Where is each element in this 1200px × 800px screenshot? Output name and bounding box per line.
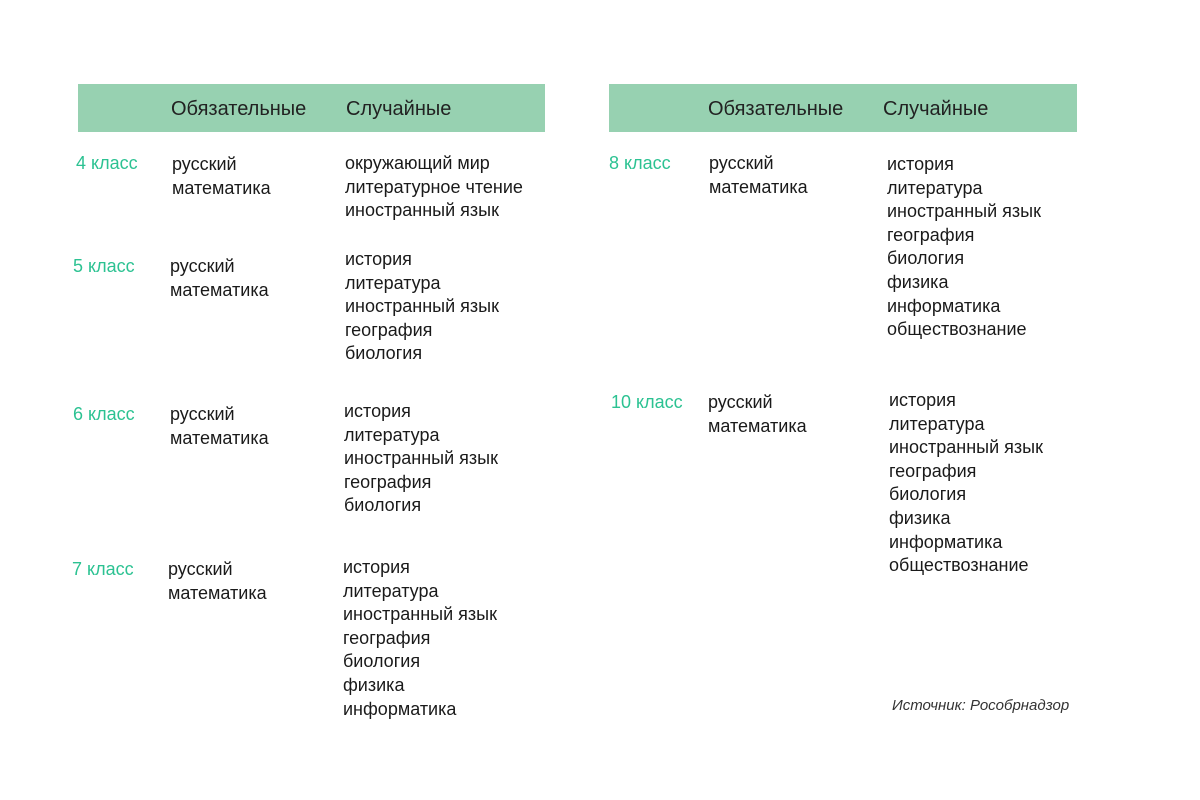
- list-item: история: [343, 557, 410, 577]
- list-item: литературное чтение: [345, 176, 523, 197]
- list-item: математика: [172, 177, 271, 198]
- list-item: информатика: [889, 531, 1003, 552]
- header-bar-right: [609, 84, 1077, 132]
- list-item: обществознание: [887, 319, 1027, 340]
- list-item: география: [343, 627, 431, 648]
- list-item: физика: [343, 674, 405, 695]
- list-item: русский: [170, 404, 235, 424]
- list-item: история: [889, 390, 956, 410]
- mandatory-list: [168, 558, 267, 605]
- grade-label: 7 класс: [72, 559, 134, 579]
- list-item: окружающий мир: [345, 153, 490, 173]
- list-item: русский: [168, 559, 233, 579]
- grade-label: 8 класс: [609, 153, 671, 173]
- list-item: русский: [170, 256, 235, 276]
- list-item: литература: [344, 424, 440, 445]
- list-item: биология: [344, 495, 422, 516]
- list-item: математика: [709, 176, 808, 197]
- list-item: иностранный язык: [887, 201, 1041, 222]
- list-item: математика: [708, 415, 807, 436]
- list-item: русский: [709, 153, 774, 173]
- list-item: иностранный язык: [345, 200, 499, 221]
- list-item: литература: [889, 413, 985, 434]
- mandatory-list: [170, 403, 269, 450]
- mandatory-list: [172, 153, 271, 200]
- list-item: физика: [889, 507, 951, 528]
- list-item: география: [887, 224, 975, 245]
- mandatory-list: [709, 152, 808, 199]
- list-item: физика: [887, 271, 949, 292]
- list-item: русский: [172, 154, 237, 174]
- grade-label: 5 класс: [73, 256, 135, 276]
- list-item: иностранный язык: [345, 296, 499, 317]
- list-item: информатика: [343, 698, 457, 719]
- list-item: обществознание: [889, 555, 1029, 576]
- mandatory-header: Обязательные: [708, 98, 844, 120]
- list-item: литература: [345, 272, 441, 293]
- mandatory-list: [170, 255, 269, 302]
- random-header: Случайные: [883, 98, 989, 120]
- grade-label: 10 класс: [611, 392, 683, 412]
- grade-label: 4 класс: [76, 153, 138, 173]
- list-item: русский: [708, 392, 773, 412]
- list-item: география: [344, 471, 432, 492]
- mandatory-list: [708, 391, 807, 438]
- list-item: биология: [345, 343, 423, 364]
- list-item: литература: [343, 580, 439, 601]
- list-item: география: [345, 319, 433, 340]
- random-list: [887, 153, 1041, 342]
- list-item: иностранный язык: [343, 604, 497, 625]
- mandatory-header: Обязательные: [171, 98, 307, 120]
- list-item: история: [345, 249, 412, 269]
- random-list: [345, 248, 499, 366]
- header-bar-left: [78, 84, 545, 132]
- list-item: математика: [170, 427, 269, 448]
- list-item: информатика: [887, 295, 1001, 316]
- list-item: математика: [168, 582, 267, 603]
- list-item: биология: [887, 248, 965, 269]
- source-note: Источник: Рособрнадзор: [892, 697, 1070, 714]
- list-item: литература: [887, 177, 983, 198]
- random-list: [344, 400, 498, 518]
- list-item: иностранный язык: [889, 437, 1043, 458]
- list-item: история: [344, 401, 411, 421]
- list-item: география: [889, 460, 977, 481]
- list-item: история: [887, 154, 954, 174]
- random-header: Случайные: [346, 98, 452, 120]
- random-list: [343, 556, 497, 721]
- random-list: [889, 389, 1043, 578]
- grade-label: 6 класс: [73, 404, 135, 424]
- list-item: математика: [170, 279, 269, 300]
- list-item: иностранный язык: [344, 448, 498, 469]
- list-item: биология: [889, 484, 967, 505]
- random-list: [345, 152, 523, 223]
- list-item: биология: [343, 651, 421, 672]
